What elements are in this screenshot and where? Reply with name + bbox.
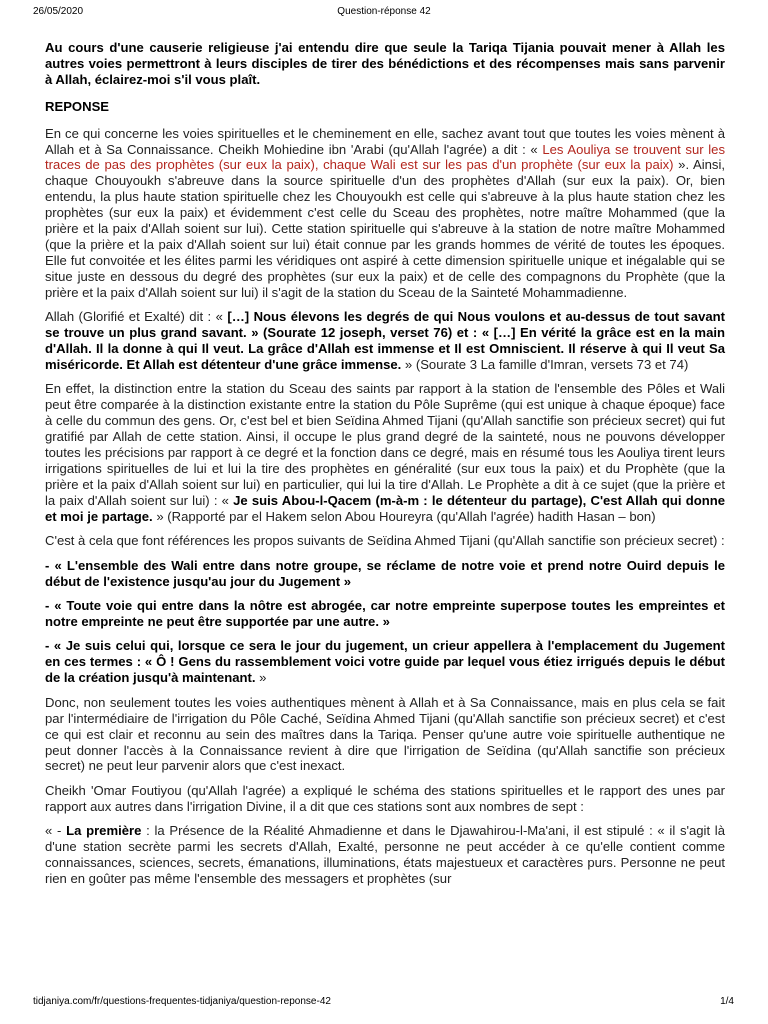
ibn-arabi-quote-link[interactable]: Les Aouliya se trouvent sur les traces de pas des prophètes (sur eux la paix), chaque Wali est sur les pas d'un prophète (sur eux la paix) <box>45 141 725 173</box>
quote-3 <box>45 638 725 686</box>
quote-1 <box>45 558 725 590</box>
source-url: tidjaniya.com/fr/questions-frequentes-tidjaniya/question-reponse-42 <box>33 996 331 1007</box>
paragraph-1-body: ». Ainsi, chaque Chouyoukh s'abreuve dans la source spirituelle d'un des prophètes d'Allah (sur eux la paix). Or, bien entendu, la plus haute station spirituelle chez les Chouyoukh est celle qui s'abreuve à la plus haute station chez les prophètes (sur eux la paix) et évidemment c'est celle du Sceau des prophètes, notre maître Mohammed (que la prière et la paix d'Allah soient sur lui). Cette station spirituelle qui s'abreuve à la station de notre maître Mohammed (que la prière et la paix d'Allah soient sur lui) était connue par les grands hommes de vérité de toutes les époques. Elle fut convoitée et les élites parmi les véridiques ont aspiré à cette dimension spirituelle unique et inégalable qui se situe juste en dessous du degré des prophètes (sur eux la paix) et de celle des compagnons du Prophète (que la prière et la paix d'Allah soient sur lui) il s'agit de la station du Sceau de la Sainteté Mohammadienne. <box>45 157 725 300</box>
page-number: 1/4 <box>720 996 734 1007</box>
paragraph-1 <box>45 126 725 301</box>
first-station-label: La première <box>66 823 142 839</box>
quote-2 <box>45 598 725 630</box>
hadith-quote: Je suis Abou-l-Qacem (m-à-m : le détenteur du partage), C'est Allah qui donne et moi je partage. <box>45 492 725 524</box>
quote-3-close: » <box>255 670 267 686</box>
answer-heading: REPONSE <box>45 98 110 114</box>
quote-1-text: - « L'ensemble des Wali entre dans notre groupe, se réclame de notre voie et prend notre Ouird depuis le début de l'existence jusqu'au jour du Jugement » <box>45 557 725 589</box>
paragraph-7 <box>45 823 725 887</box>
quran-reference: » (Sourate 3 La famille d'Imran, versets 73 et 74) <box>401 356 689 372</box>
quran-quote: […] Nous élevons les degrés de qui Nous voulons et au-dessus de tout savant se trouve un plus grand savant. » (Sourate 12 joseph, verset 76) et : « […] En vérité la grâce est en la main d'Allah. Il la donne à qui Il veut. La grâce d'Allah est immense et Il est Omniscient. Il réserve à qui Il veut Sa miséricorde. Et Allah est détenteur d'une grâce immense. <box>45 309 725 372</box>
paragraph-3 <box>45 381 725 524</box>
hadith-reference: » (Rapporté par el Hakem selon Abou Houreyra (qu'Allah l'agrée) hadith Hasan – bon) <box>152 508 656 524</box>
print-page-title: Question-réponse 42 <box>337 6 431 17</box>
question-text: Au cours d'une causerie religieuse j'ai entendu dire que seule la Tariqa Tijania pouvait mener à Allah les autres voies permettront à leurs disciples de tirer des bénédictions et des récompenses mais sans parvenir à Allah, éclairez-moi s'il vous plaît. <box>45 40 725 87</box>
paragraph-2-intro: Allah (Glorifié et Exalté) dit : « <box>45 309 228 325</box>
quote-3-text: - « Je suis celui qui, lorsque ce sera le jour du jugement, un crieur appellera à l'emplacement du Jugement en ces termes : « Ô ! Gens du rassemblement voici votre guide par lequel vous étiez irrigués depuis le début de la création jusqu'à maintenant. <box>45 638 725 686</box>
paragraph-1-intro: En ce qui concerne les voies spirituelles et le cheminement en elle, sachez avant tout que toutes les voies mènent à Allah et à Sa Connaissance. Cheikh Mohiedine ibn 'Arabi (qu'Allah l'agrée) a dit : « <box>45 125 725 157</box>
paragraph-2 <box>45 309 725 373</box>
paragraph-6: Cheikh 'Omar Foutiyou (qu'Allah l'agrée) a expliqué le schéma des stations spirituelles et le rapport des unes par rapport aux autres dans l'irrigation Divine, il a dit que ces stations sont aux nombres de sept : <box>45 782 725 814</box>
paragraph-4: C'est à cela que font références les propos suivants de Seïdina Ahmed Tijani (qu'Allah sanctifie son précieux secret) : <box>45 533 725 549</box>
quote-2-text: - « Toute voie qui entre dans la nôtre est abrogée, car notre empreinte superpose toutes les empreintes et notre empreinte ne peut être supportée par une autre. » <box>45 598 725 629</box>
paragraph-7-body: : la Présence de la Réalité Ahmadienne et dans le Djawahirou-l-Ma'ani, il est stipulé : « il s'agit là d'une station secrète parmi les secrets d'Allah, Exalté, personne ne peut accéder à ce qu'elle contient comme connaissances, sciences, secrets, émanations, illuminations, états majestueux et caractères purs. Personne ne peut rien en goûter pas même l'ensemble des messagers et prophètes (sur <box>45 823 726 887</box>
paragraph-7-dash: « - <box>45 823 67 839</box>
paragraph-5: Donc, non seulement toutes les voies authentiques mènent à Allah et à Sa Connaissance, mais en plus cela se fait par l'intermédiaire de l'irrigation du Pôle Caché, Seïdina Ahmed Tijani (qu'Allah sanctifie son précieux secret) et c'est ce qui est clair et reconnu au sein des maîtres dans la Tariqa. Penser qu'une autre voie spirituelle authentique ne peut donner l'accès à la Connaissance revient à dire que l'irrigation de Seïdina (qu'Allah sanctifie son précieux secret) ne peut leur parvenir alors que c'est inexact. <box>45 694 725 774</box>
print-date: 26/05/2020 <box>33 6 84 17</box>
article-body <box>45 40 725 896</box>
paragraph-3-body: En effet, la distinction entre la station du Sceau des saints par rapport à la station de l'ensemble des Pôles et Wali peut être comparée à la distinction existante entre la station du Pôle Suprême (qui est unique à chaque époque) face à celle du commun des gens. Or, c'est bel et bien Seïdina Ahmed Tijani (qu'Allah sanctifie son précieux secret) qui fut gratifié par Allah de cette station. Ainsi, il occupe le plus grand degré de la sainteté, nous ne pouvons développer toutes les précisions par rapport à ce degré et la fonction dans ce degré, mais en résumé tous les Aouliya tirent leurs irrigations spirituelles de lui et lui la tire des prophètes en généralité (sur eux tous la paix) et du Prophète (que la prière et la paix d'Allah soient sur lui) en particulier, qui lui la tire d'Allah. Le Prophète a dit à ce sujet (que la prière et la paix d'Allah soient sur lui) : « <box>45 381 725 508</box>
